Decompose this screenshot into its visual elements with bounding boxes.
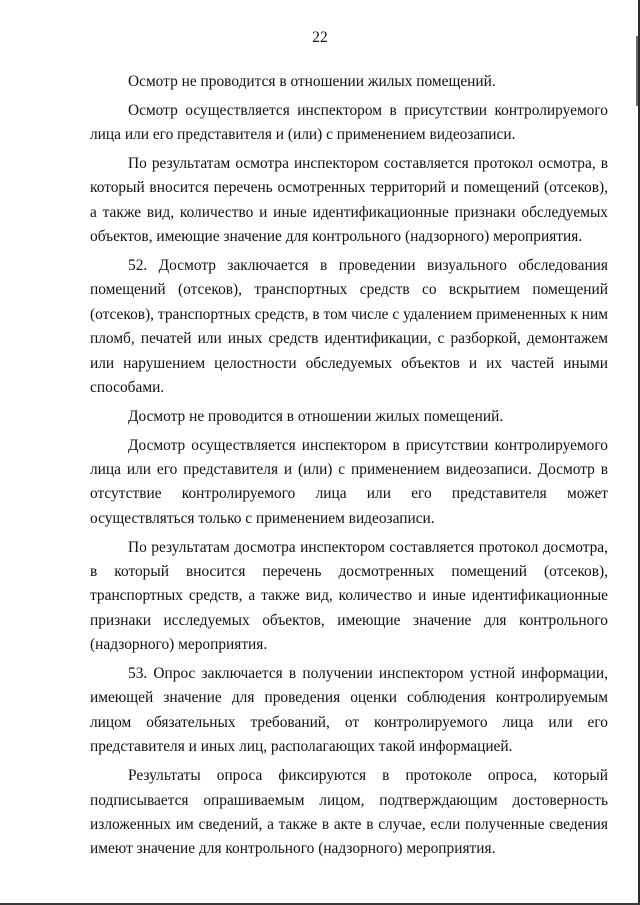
paragraph: Досмотр осуществляется инспектором в присутствии контролируемого лица или его представителя и (или) с применением видеозаписи. Досмотр в отсутствие контролируемого лица или его представителя может осуществляться только с применением видеозаписи.: [90, 436, 608, 527]
document-body: [90, 70, 608, 866]
page-number: 22: [312, 29, 328, 46]
paragraph: Осмотр не проводится в отношении жилых помещений.: [128, 73, 496, 90]
paragraph: Досмотр не проводится в отношении жилых помещений.: [128, 407, 504, 425]
paragraph: 53. Опрос заключается в получении инспектором устной информации, имеющей значение для проведения оценки соблюдения контролируемым лицом обязательных требований, от контролируемого лица или его представителя и иных лиц, располагающих такой информацией.: [90, 665, 608, 756]
paragraph: По результатам досмотра инспектором составляется протокол досмотра, в который вносится перечень досмотренных помещений (отсеков), транспортных средств, а также вид, количество и иные идентификационные признаки исследуемых объектов, имеющие значение для контрольного (надзорного) мероприятия.: [90, 538, 608, 654]
paragraph: Результаты опроса фиксируются в протоколе опроса, который подписывается опрашиваемым лицом, подтверждающим достоверность изложенных им сведений, а также в акте в случае, если полученные сведения имеют значение для контрольного (надзорного) мероприятия.: [90, 767, 608, 858]
paragraph: По результатам осмотра инспектором составляется протокол осмотра, в который вносится перечень осмотренных территорий и помещений (отсеков), а также вид, количество и иные идентификационные признаки обследуемых объектов, имеющие значение для контрольного (надзорного) мероприятия.: [90, 155, 608, 246]
paragraph: Осмотр осуществляется инспектором в присутствии контролируемого лица или его представителя и (или) с применением видеозаписи.: [90, 101, 608, 144]
paragraph: 52. Досмотр заключается в проведении визуального обследования помещений (отсеков), транспортных средств со вскрытием помещений (отсеков), транспортных средств, в том числе с удалением примененных к ним пломб, печатей или иных средств идентификации, с разборкой, демонтажем или нарушением целостности обследуемых объектов и их частей иными способами.: [90, 257, 608, 397]
